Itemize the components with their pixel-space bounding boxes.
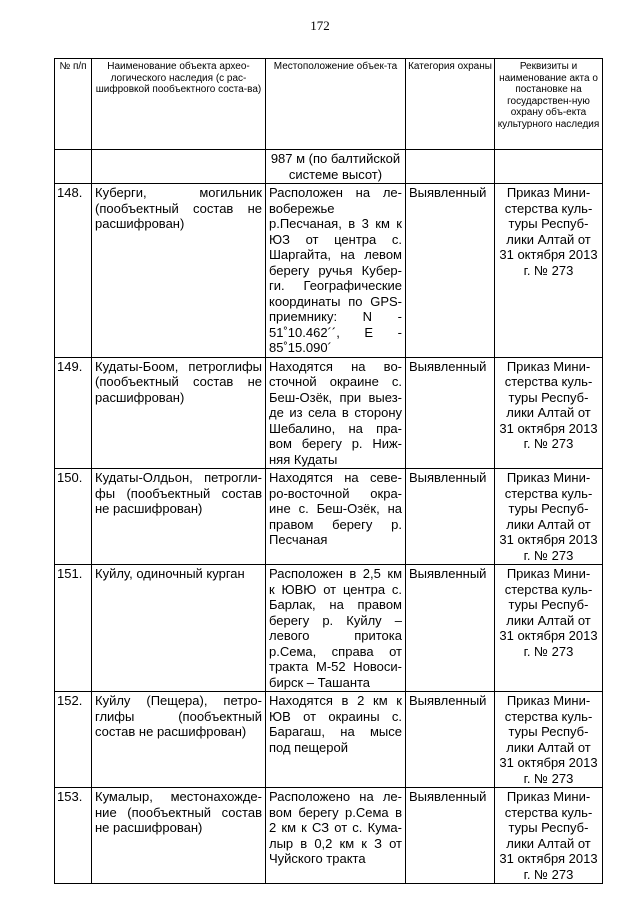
category-cell: Выявленный [406,565,495,692]
requisites-cell: Приказ Мини-стерства куль-туры Респуб-лики Алтай от 31 октября 2013 г. № 273 [495,565,603,692]
requisites-cell: Приказ Мини-стерства куль-туры Респуб-лики Алтай от 31 октября 2013 г. № 273 [495,469,603,565]
row-number: 148. [55,184,92,358]
object-name-cell: Куйлу (Пещера), петро-глифы (пообъектный состав не расшифрован) [92,692,266,788]
table-row [55,184,603,358]
heritage-table [54,58,603,884]
requisites-cell: Приказ Мини-стерства куль-туры Респуб-лики Алтай от 31 октября 2013 г. № 273 [495,692,603,788]
row-number: 151. [55,565,92,692]
header-name: Наименование объекта архео-логического наследия (с рас-шифровкой пообъектного соста-ва) [92,59,266,150]
table-row [55,469,603,565]
row-number: 153. [55,788,92,884]
category-cell: Выявленный [406,184,495,358]
requisites-cell: Приказ Мини-стерства куль-туры Респуб-лики Алтай от 31 октября 2013 г. № 273 [495,357,603,469]
header-requisites: Реквизиты и наименование акта о постановке на государствен-ную охрану объ-екта культурного наследия [495,59,603,150]
table-row [55,357,603,469]
continuation-location-cell: 987 м (по балтийской системе высот) [266,150,406,184]
table-header-row [55,59,603,150]
location-cell: Расположен в 2,5 км к ЮВЮ от центра с. Барлак, на правом берегу р. Куйлу – левого притока р.Сема, справа от тракта М-52 Новоси-бирск – Ташанта [266,565,406,692]
continuation-requisites-cell [495,150,603,184]
header-category: Категория охраны [406,59,495,150]
table-row [55,788,603,884]
location-cell: Находятся на во-сточной окраине с. Беш-Озёк, при выез-де из села в сторону Шебалино, на пра-вом берегу р. Ниж-няя Кудаты [266,357,406,469]
table-row [55,565,603,692]
category-cell: Выявленный [406,469,495,565]
continuation-name-cell [92,150,266,184]
object-name-cell: Кудаты-Боом, петроглифы (пообъектный состав не расшифрован) [92,357,266,469]
row-number: 149. [55,357,92,469]
object-name-cell: Кумалыр, местонахожде-ние (пообъектный состав не расшифрован) [92,788,266,884]
object-name-cell: Куйлу, одиночный курган [92,565,266,692]
location-cell: Расположен на ле-вобережье р.Песчаная, в 3 км к ЮЗ от центра с. Шаргайта, на левом берегу ручья Кубер-ги. Географические координаты по GPS-приемнику: N - 51˚10.462´´, E - 85˚15.090´ [266,184,406,358]
continuation-num-cell [55,150,92,184]
location-cell: Находятся на севе-ро-восточной окра-ине с. Беш-Озёк, на правом берегу р. Песчаная [266,469,406,565]
continuation-category-cell [406,150,495,184]
object-name-cell: Куберги, могильник (пообъектный состав не расшифрован) [92,184,266,358]
table-row [55,692,603,788]
row-number: 150. [55,469,92,565]
category-cell: Выявленный [406,357,495,469]
page-number: 172 [310,18,330,33]
location-cell: Расположено на ле-вом берегу р.Сема в 2 км к СЗ от с. Кума-лыр в 0,2 км к З от Чуйского тракта [266,788,406,884]
header-location: Местоположение объек-та [266,59,406,150]
requisites-cell: Приказ Мини-стерства куль-туры Респуб-лики Алтай от 31 октября 2013 г. № 273 [495,788,603,884]
continuation-row [55,150,603,184]
row-number: 152. [55,692,92,788]
object-name-cell: Кудаты-Олдьон, петрогли-фы (пообъектный состав не расшифрован) [92,469,266,565]
location-cell: Находятся в 2 км к ЮВ от окраины с. Барагаш, на мысе под пещерой [266,692,406,788]
category-cell: Выявленный [406,692,495,788]
requisites-cell: Приказ Мини-стерства куль-туры Респуб-лики Алтай от 31 октября 2013 г. № 273 [495,184,603,358]
category-cell: Выявленный [406,788,495,884]
header-num: № п/п [55,59,92,150]
